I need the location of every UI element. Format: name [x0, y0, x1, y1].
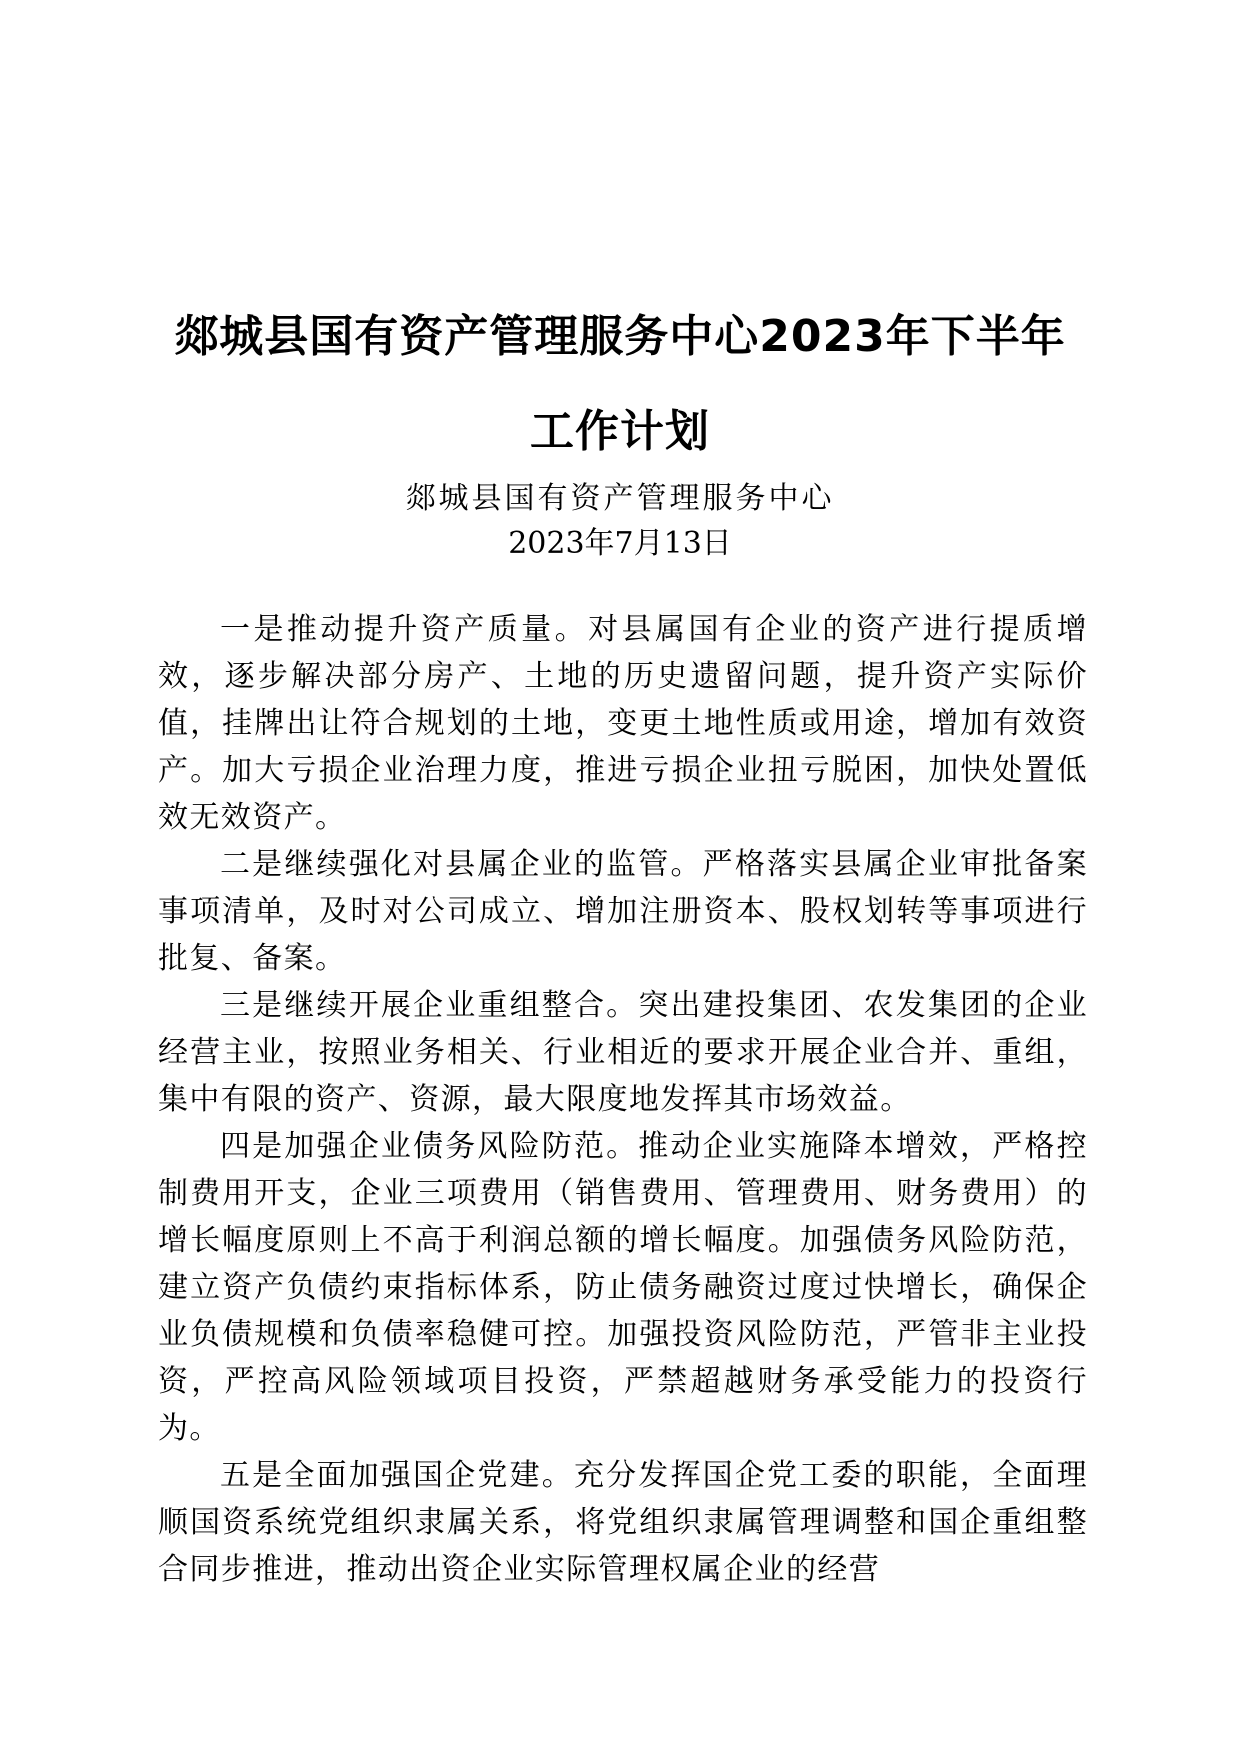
paragraph-4: 四是加强企业债务风险防范。推动企业实施降本增效，严格控制费用开支，企业三项费用（销售费用、管理费用、财务费用）的增长幅度原则上不高于利润总额的增长幅度。加强债务风险防范，建立资产负债约束指标体系，防止债务融资过度过快增长，确保企业负债规模和负债率稳健可控。加强投资风险防范，严管非主业投资，严控高风险领域项目投资，严禁超越财务承受能力的投资行为。	[158, 1129, 1088, 1446]
paragraph-3: 三是继续开展企业重组整合。突出建投集团、农发集团的企业经营主业，按照业务相关、行业相近的要求开展企业合并、重组，集中有限的资产、资源，最大限度地发挥其市场效益。	[158, 988, 1088, 1117]
issuer-name: 郯城县国有资产管理服务中心	[405, 481, 835, 516]
paragraph-5: 五是全面加强国企党建。充分发挥国企党工委的职能，全面理顺国资系统党组织隶属关系，将党组织隶属管理调整和国企重组整合同步推进，推动出资企业实际管理权属企业的经营	[158, 1458, 1088, 1587]
document-title-line-1: 郯城县国有资产管理服务中心2023年下半年	[174, 311, 1066, 362]
document-title-line-2: 工作计划	[530, 406, 710, 457]
paragraph-1: 一是推动提升资产质量。对县属国有企业的资产进行提质增效，逐步解决部分房产、土地的历史遗留问题，提升资产实际价值，挂牌出让符合规划的土地，变更土地性质或用途，增加有效资产。加大亏损企业治理力度，推进亏损企业扭亏脱困，加快处置低效无效资产。	[158, 612, 1088, 835]
issue-date: 2023年7月13日	[508, 526, 732, 561]
paragraph-2: 二是继续强化对县属企业的监管。严格落实县属企业审批备案事项清单，及时对公司成立、增加注册资本、股权划转等事项进行批复、备案。	[158, 847, 1088, 976]
document-body	[158, 606, 1088, 1593]
